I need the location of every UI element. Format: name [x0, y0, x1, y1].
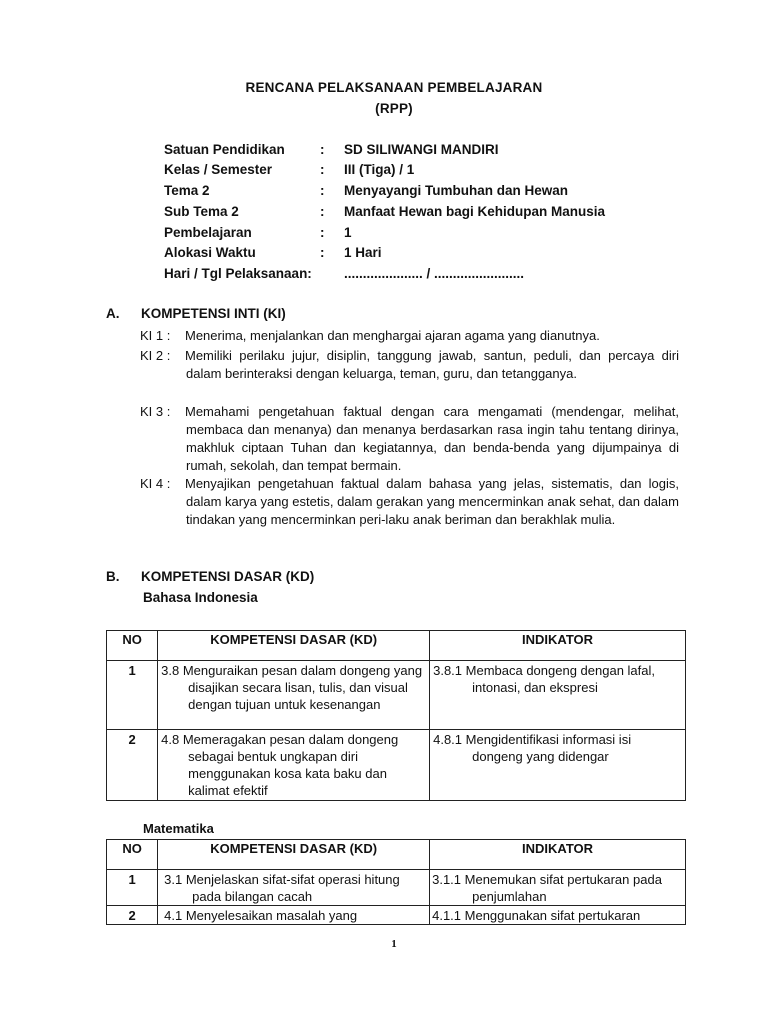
- identity-label: Kelas / Semester: [164, 162, 273, 177]
- row-number: 1: [128, 872, 136, 887]
- kd-text: 4.1 Menyelesaikan masalah yang: [164, 908, 358, 923]
- identity-value: 1 Hari: [344, 245, 382, 260]
- section-letter: B.: [106, 569, 120, 584]
- header-no: NO: [107, 840, 158, 870]
- identity-colon: :: [320, 142, 325, 157]
- cell-kd: [158, 906, 430, 925]
- table-header-row: [107, 631, 686, 661]
- subject-bahasa-indonesia: Bahasa Indonesia: [143, 590, 258, 605]
- identity-value: III (Tiga) / 1: [344, 162, 415, 177]
- table-row: [107, 661, 686, 730]
- ki-label: KI 4 :: [140, 476, 171, 491]
- ki-item: [140, 475, 679, 529]
- cell-indikator: [430, 906, 686, 925]
- ki-label: KI 3 :: [140, 404, 171, 419]
- row-number: 2: [128, 908, 136, 923]
- kd-text: 3.1 Menjelaskan sifat-sifat operasi hitung pada bilangan cacah: [164, 872, 400, 904]
- identity-value: ..................... / ........................: [344, 266, 525, 281]
- cell-indikator: [430, 730, 686, 801]
- identity-colon: :: [320, 183, 325, 198]
- indikator-text: 3.8.1 Membaca dongeng dengan lafal, intonasi, dan ekspresi: [433, 663, 655, 695]
- identity-value: SD SILIWANGI MANDIRI: [344, 142, 499, 157]
- cell-kd: [158, 661, 430, 730]
- section-title: KOMPETENSI DASAR (KD): [141, 569, 315, 584]
- indikator-text: 4.8.1 Mengidentifikasi informasi isi dongeng yang didengar: [433, 732, 632, 764]
- kd-table-matematika: [106, 839, 686, 925]
- header-kd: KOMPETENSI DASAR (KD): [158, 840, 430, 870]
- identity-colon: :: [320, 204, 325, 219]
- row-number: 1: [128, 663, 136, 678]
- section-title: KOMPETENSI INTI (KI): [141, 306, 286, 321]
- identity-colon: :: [320, 162, 325, 177]
- ki-text: Memahami pengetahuan faktual dengan cara mengamati (mendengar, melihat, membaca dan menanya) dan menanya berdasarkan rasa ingin tahu tentang dirinya, makhluk ciptaan Tuhan dan kegiatannya, dan benda-benda yang dijumpainya di rumah, sekolah, dan tempat bermain.: [185, 404, 679, 473]
- header-indikator: INDIKATOR: [430, 631, 686, 661]
- cell-no: [107, 730, 158, 801]
- ki-item: [140, 347, 679, 383]
- table-header-row: [107, 840, 686, 870]
- table-row: [107, 870, 686, 906]
- ki-label: KI 1 :: [140, 328, 171, 343]
- identity-label: Alokasi Waktu: [164, 245, 256, 260]
- identity-value: Menyayangi Tumbuhan dan Hewan: [344, 183, 569, 198]
- cell-no: [107, 906, 158, 925]
- page-number: 1: [391, 938, 397, 950]
- indikator-text: 3.1.1 Menemukan sifat pertukaran pada penjumlahan: [432, 872, 662, 904]
- identity-value: 1: [344, 225, 352, 240]
- ki-text: Menerima, menjalankan dan menghargai ajaran agama yang dianutnya.: [185, 328, 600, 343]
- header-no: NO: [107, 631, 158, 661]
- section-letter: A.: [106, 306, 120, 321]
- identity-label: Pembelajaran: [164, 225, 252, 240]
- cell-indikator: [430, 870, 686, 906]
- cell-kd: [158, 730, 430, 801]
- header-kd: KOMPETENSI DASAR (KD): [158, 631, 430, 661]
- table-row: [107, 730, 686, 801]
- row-number: 2: [128, 732, 136, 747]
- cell-no: [107, 661, 158, 730]
- ki-label: KI 2 :: [140, 348, 171, 363]
- cell-indikator: [430, 661, 686, 730]
- cell-kd: [158, 870, 430, 906]
- ki-item: [140, 403, 679, 475]
- document-title: RENCANA PELAKSANAAN PEMBELAJARAN: [245, 80, 543, 95]
- identity-label: Hari / Tgl Pelaksanaan:: [164, 266, 312, 281]
- kd-text: 4.8 Memeragakan pesan dalam dongeng sebagai bentuk ungkapan diri menggunakan kosa kata baku dan kalimat efektif: [161, 732, 399, 798]
- header-indikator: INDIKATOR: [430, 840, 686, 870]
- ki-item: [140, 327, 679, 345]
- table-row: [107, 906, 686, 925]
- identity-label: Sub Tema 2: [164, 204, 239, 219]
- ki-text: Menyajikan pengetahuan faktual dalam bahasa yang jelas, sistematis, dan logis, dalam karya yang estetis, dalam gerakan yang mencerminkan anak sehat, dan dalam tindakan yang mencerminkan peri-laku anak beriman dan berakhlak mulia.: [185, 476, 679, 527]
- document-subtitle: (RPP): [375, 101, 413, 116]
- kd-table-bahasa: [106, 630, 686, 801]
- ki-text: Memiliki perilaku jujur, disiplin, tanggung jawab, santun, peduli, dan percaya diri dalam berinteraksi dengan keluarga, teman, guru, dan tetangganya.: [185, 348, 679, 381]
- identity-value: Manfaat Hewan bagi Kehidupan Manusia: [344, 204, 606, 219]
- identity-label: Satuan Pendidikan: [164, 142, 285, 157]
- indikator-text: 4.1.1 Menggunakan sifat pertukaran: [432, 908, 641, 923]
- kd-text: 3.8 Menguraikan pesan dalam dongeng yang disajikan secara lisan, tulis, dan visual dengan tujuan untuk kesenangan: [161, 663, 423, 712]
- identity-colon: :: [320, 225, 325, 240]
- cell-no: [107, 870, 158, 906]
- identity-label: Tema 2: [164, 183, 210, 198]
- identity-colon: :: [320, 245, 325, 260]
- subject-matematika: Matematika: [143, 821, 214, 836]
